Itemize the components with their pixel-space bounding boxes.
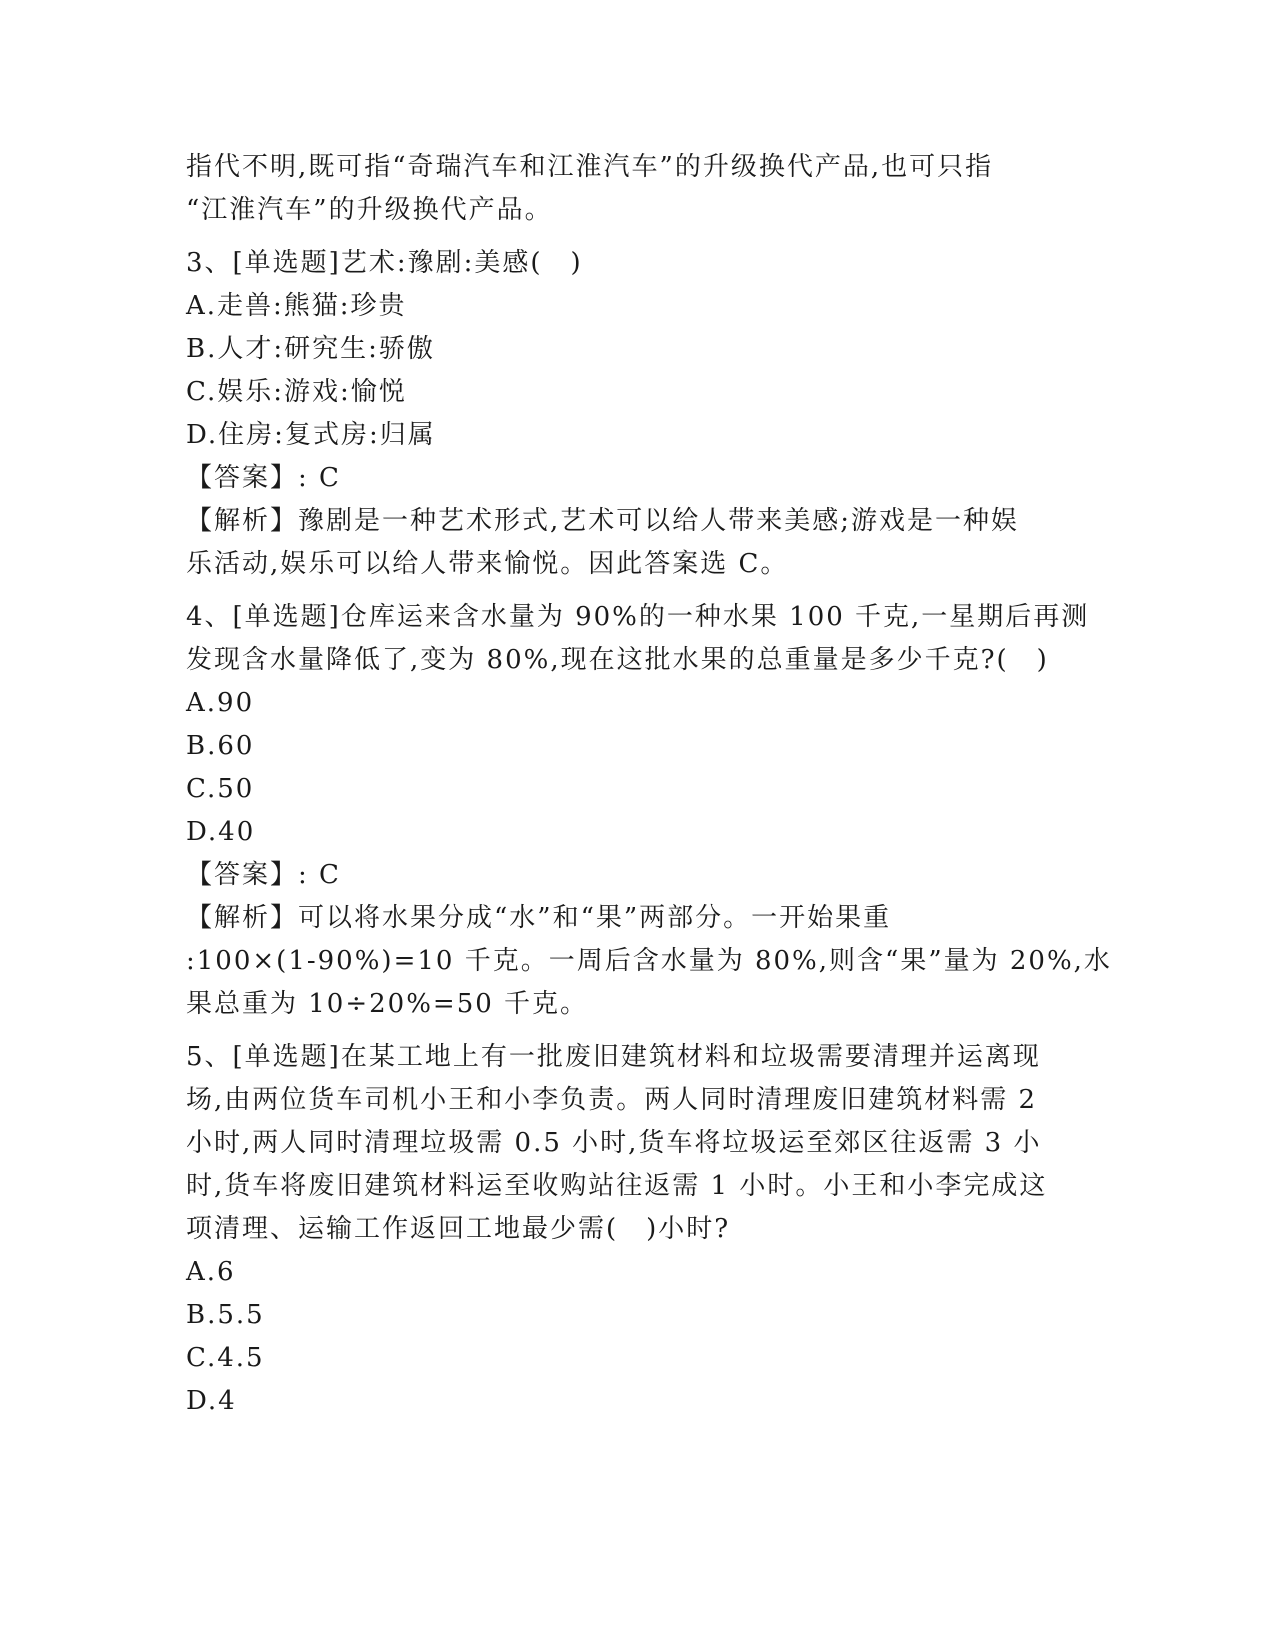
option-b: B.5.5	[186, 1300, 265, 1330]
option-a: A.走兽:熊猫:珍贵	[186, 291, 407, 321]
question-stem: 5、[单选题]在某工地上有一批废旧建筑材料和垃圾需要清理并运离现	[186, 1042, 1041, 1072]
question-3	[186, 242, 1086, 586]
analysis-line: 【解析】可以将水果分成“水”和“果”两部分。一开始果重	[186, 903, 892, 933]
text-line: 指代不明,既可指“奇瑞汽车和江淮汽车”的升级换代产品,也可只指	[186, 152, 994, 182]
answer: 【答案】: C	[186, 463, 341, 493]
question-stem: 场,由两位货车司机小王和小李负责。两人同时清理废旧建筑材料需 2	[186, 1085, 1038, 1115]
option-d: D.住房:复式房:归属	[186, 420, 436, 450]
option-d: D.4	[186, 1386, 237, 1416]
document-page	[186, 146, 1112, 1423]
analysis-line: 乐活动,娱乐可以给人带来愉悦。因此答案选 C。	[186, 549, 789, 579]
question-stem: 小时,两人同时清理垃圾需 0.5 小时,货车将垃圾运至郊区往返需 3 小	[186, 1128, 1042, 1158]
analysis-line: 果总重为 10÷20%=50 千克。	[186, 989, 589, 1019]
question-stem: 发现含水量降低了,变为 80%,现在这批水果的总重量是多少千克?( )	[186, 645, 1049, 675]
option-c: C.50	[186, 774, 255, 804]
option-a: A.6	[186, 1257, 236, 1287]
option-b: B.人才:研究生:骄傲	[186, 334, 435, 364]
option-d: D.40	[186, 817, 256, 847]
question-stem: 项清理、运输工作返回工地最少需( )小时?	[186, 1214, 731, 1244]
question-stem: 4、[单选题]仓库运来含水量为 90%的一种水果 100 千克,一星期后再测	[186, 602, 1090, 632]
option-c: C.4.5	[186, 1343, 265, 1373]
question-stem: 3、[单选题]艺术:豫剧:美感( )	[186, 248, 583, 278]
option-b: B.60	[186, 731, 255, 761]
previous-explanation	[186, 146, 1086, 232]
text-line: “江淮汽车”的升级换代产品。	[186, 195, 553, 225]
question-4	[186, 596, 1112, 1026]
question-5	[186, 1036, 1086, 1423]
option-c: C.娱乐:游戏:愉悦	[186, 377, 407, 407]
analysis-line: 【解析】豫剧是一种艺术形式,艺术可以给人带来美感;游戏是一种娱	[186, 506, 1020, 536]
option-a: A.90	[186, 688, 255, 718]
analysis-line: :100×(1-90%)=10 千克。一周后含水量为 80%,则含“果”量为 20%,水	[186, 946, 1112, 976]
answer: 【答案】: C	[186, 860, 341, 890]
question-stem: 时,货车将废旧建筑材料运至收购站往返需 1 小时。小王和小李完成这	[186, 1171, 1048, 1201]
